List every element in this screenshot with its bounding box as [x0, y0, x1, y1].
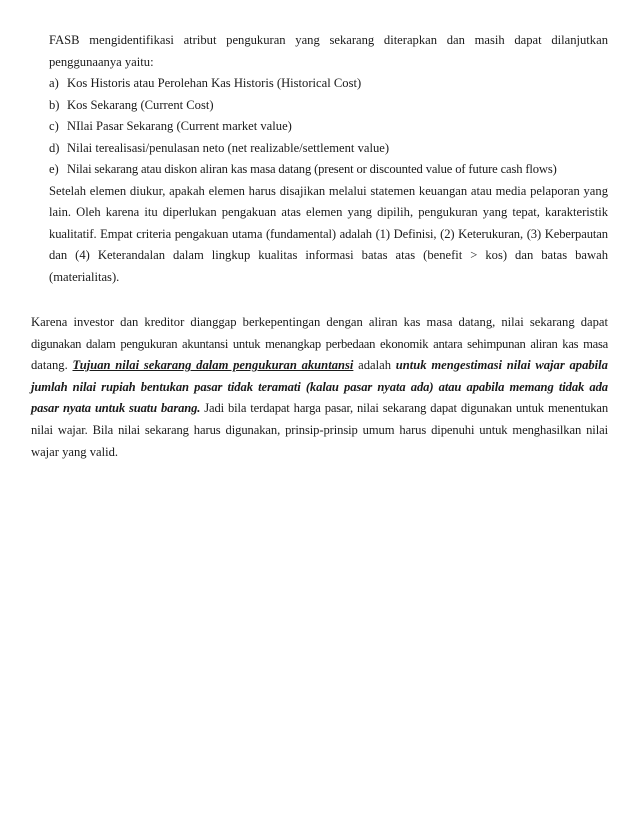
list-marker: c) — [49, 119, 59, 133]
list-marker: e) — [49, 162, 59, 176]
text-run: datang. — [31, 358, 73, 373]
attribute-item-e — [49, 159, 608, 181]
attribute-text: NIlai Pasar Sekarang (Current market value) — [67, 119, 292, 133]
paragraph-line-2: digunakan dalam pengukuran akuntansi untuk menangkap perbedaan ekonomik antara sehimpunan aliran kas masa — [31, 336, 608, 351]
attribute-text: Nilai terealisasi/penulasan neto (net realizable/settlement value) — [67, 140, 390, 155]
paragraph-line-6: nilai wajar. Bila nilai sekarang harus digunakan, prinsip-prinsip umum harus dipenuhi untuk menghasilkan nilai — [31, 422, 608, 437]
list-marker: a) — [49, 76, 59, 90]
present-value-paragraph — [31, 312, 608, 463]
intro-line-2: penggunaanya yaitu: — [49, 54, 154, 69]
attribute-text: Kos Historis atau Perolehan Kas Historis (Historical Cost) — [67, 76, 362, 90]
attribute-item-b — [49, 95, 608, 117]
text-run: adalah — [353, 358, 396, 373]
recognition-line-3: kualitatif. Empat criteria pengakuan utama (fundamental) adalah (1) Definisi, (2) Keterukuran, (3) Keberpautan — [49, 226, 608, 241]
paragraph-line-5 — [31, 398, 608, 420]
recognition-line-1: Setelah elemen diukur, apakah elemen harus disajikan melalui statemen keuangan atau media pelaporan yang — [49, 183, 608, 198]
paragraph-line-3 — [31, 355, 608, 377]
text-run: Jadi bila terdapat harga pasar, nilai sekarang dapat digunakan untuk menentukan — [200, 401, 609, 416]
list-marker: b) — [49, 97, 60, 112]
recognition-line-4: dan (4) Keterandalan dalam lingkup kualitas informasi batas atas (benefit > kos) dan batas bawah — [49, 248, 608, 262]
attribute-item-d — [49, 138, 608, 160]
emphasis-underlined: Tujuan nilai sekarang dalam pengukuran akuntansi — [72, 358, 354, 373]
attribute-item-a — [49, 73, 608, 95]
paragraph-line-7: wajar yang valid. — [31, 444, 119, 459]
paragraph-line-4: jumlah nilai rupiah bentukan pasar tidak teramati (kalau pasar nyata ada) atau apabila memang tidak ada — [31, 379, 608, 394]
list-marker: d) — [49, 140, 60, 155]
intro-line-1: FASB mengidentifikasi atribut pengukuran yang sekarang diterapkan dan masih dapat dilanjutkan — [49, 33, 608, 47]
attribute-text: Kos Sekarang (Current Cost) — [67, 97, 214, 112]
fasb-section — [49, 30, 608, 288]
recognition-line-5: (materialitas). — [49, 269, 120, 284]
paragraph-line-1: Karena investor dan kreditor dianggap berkepentingan dengan aliran kas masa datang, nilai sekarang dapat — [31, 315, 608, 329]
emphasis-bold-italic: untuk mengestimasi nilai wajar apabila — [395, 358, 608, 373]
attribute-item-c — [49, 116, 608, 138]
emphasis-bold-italic: pasar nyata untuk suatu barang. — [31, 401, 201, 416]
attribute-text: Nilai sekarang atau diskon aliran kas masa datang (present or discounted value of future cash flows) — [67, 162, 557, 176]
recognition-line-2: lain. Oleh karena itu diperlukan pengakuan atas elemen yang dipilih, pengukuran yang tepat, karakteristik — [49, 205, 608, 219]
